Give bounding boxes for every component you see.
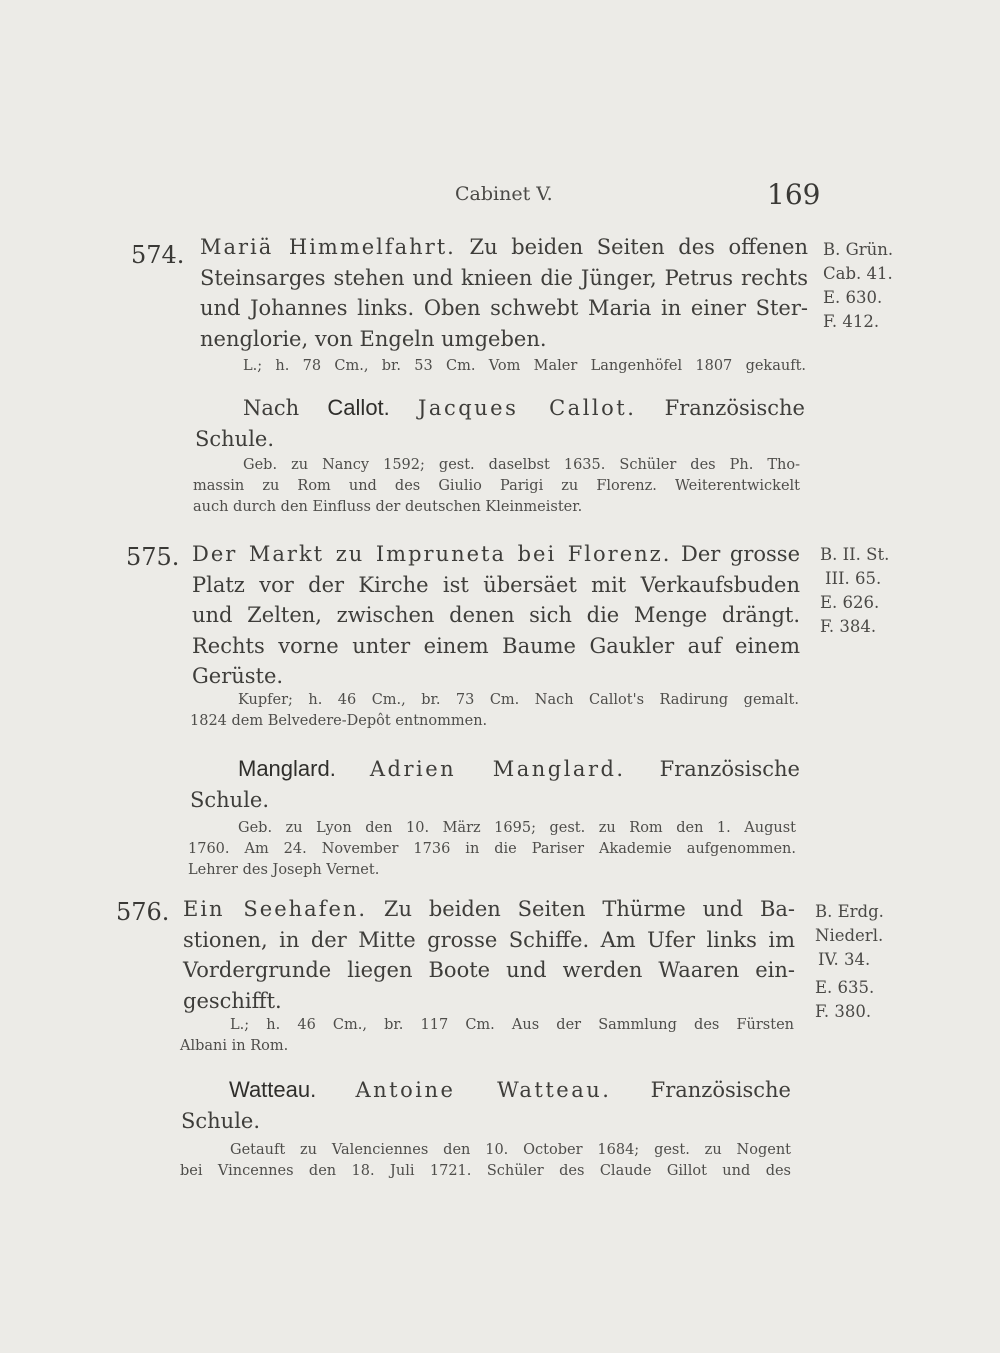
running-header: Cabinet V. (455, 183, 553, 205)
artist-school-end: Schule. (195, 426, 275, 451)
artist-heading-line (195, 393, 805, 424)
location-line: B. II. St. (820, 545, 890, 564)
artist-school-end: Schule. (190, 787, 270, 812)
artist-school: Französische (650, 1078, 791, 1102)
entry-title: Der Markt zu Impruneta bei Florenz. (192, 542, 672, 566)
bio-line: massin zu Rom und des Giulio Parigi zu Florenz. Weiterentwickelt (193, 478, 800, 494)
entry-text (192, 539, 800, 692)
note-line: 1824 dem Belvedere-Depôt entnommen. (190, 713, 488, 729)
artist-name: Manglard. (238, 756, 336, 781)
artist-prefix: Nach (243, 396, 300, 420)
entry-location (820, 543, 889, 639)
artist-school: Französische (659, 757, 800, 781)
entry-line: Vordergrunde liegen Boote und werden Waaren ein- (183, 958, 795, 982)
entry-line: geschifft. (183, 988, 282, 1013)
artist-heading (195, 393, 805, 454)
note-line: L.; h. 46 Cm., br. 117 Cm. Aus der Sammlung des Fürsten (230, 1017, 794, 1033)
location-line: E. 635. (815, 978, 875, 997)
artist-full-name: Antoine Watteau. (355, 1078, 612, 1102)
bio-line: bei Vincennes den 18. Juli 1721. Schüler des Claude Gillot und des (180, 1163, 791, 1179)
artist-name: Watteau. (229, 1077, 317, 1102)
entry-text (200, 232, 808, 354)
entry-line: Rechts vorne unter einem Baume Gaukler auf einem (192, 633, 800, 658)
location-line: IV. 34. (818, 950, 871, 969)
location-line: E. 626. (820, 593, 880, 612)
entry-note (180, 1015, 794, 1057)
entry-line: Zu beiden Seiten Thürme und Ba- (383, 897, 795, 921)
location-line: B. Erdg. (815, 902, 884, 921)
artist-school: Französische (664, 396, 805, 420)
location-line: E. 630. (823, 288, 883, 307)
bio-line: 1760. Am 24. November 1736 in die Pariser Akademie aufgenommen. (188, 841, 796, 857)
location-line: F. 380. (815, 1002, 872, 1021)
entry-number: 576. (116, 898, 170, 926)
entry-line: und Johannes links. Oben schwebt Maria in einer Ster- (200, 296, 808, 320)
entry-title: Mariä Himmelfahrt. (200, 235, 456, 259)
bio-line: Getauft zu Valenciennes den 10. October 1684; gest. zu Nogent (230, 1142, 791, 1158)
entry-first-line (183, 894, 795, 925)
entry-line: und Zelten, zwischen denen sich die Menge drängt. (192, 603, 800, 627)
entry-title: Ein Seehafen. (183, 897, 368, 921)
location-line: F. 384. (820, 617, 877, 636)
entry-first-line (192, 539, 800, 570)
location-line: B. Grün. (823, 240, 894, 259)
artist-bio (180, 1140, 791, 1182)
entry-location (823, 238, 893, 334)
artist-full-name: Adrien Manglard. (369, 757, 626, 781)
entry-line: Platz vor der Kirche ist übersäet mit Verkaufsbuden (192, 572, 800, 597)
bio-line: Geb. zu Lyon den 10. März 1695; gest. zu Rom den 1. August (238, 820, 796, 836)
entry-line: Gerüste. (192, 664, 284, 688)
note-line: Kupfer; h. 46 Cm., br. 73 Cm. Nach Callot's Radirung gemalt. (238, 692, 799, 708)
artist-heading-line (181, 1075, 791, 1106)
entry-text (183, 894, 795, 1016)
location-line: III. 65. (825, 569, 882, 588)
entry-line: nenglorie, von Engeln umgeben. (200, 326, 547, 351)
artist-full-name: Jacques Callot. (418, 396, 637, 420)
location-line: Niederl. (815, 926, 884, 945)
entry-number: 575. (126, 543, 180, 571)
entry-note (190, 690, 799, 732)
note-line: L.; h. 78 Cm., br. 53 Cm. Vom Maler Langenhöfel 1807 gekauft. (243, 358, 806, 374)
artist-heading (181, 1075, 791, 1136)
artist-school-end: Schule. (181, 1108, 261, 1133)
artist-bio (188, 818, 796, 881)
entry-first-line (200, 232, 808, 263)
artist-heading-line (190, 754, 800, 785)
artist-name: Callot. (327, 395, 390, 420)
artist-heading (190, 754, 800, 815)
bio-line: auch durch den Einfluss der deutschen Kleinmeister. (193, 499, 583, 515)
entry-location (815, 900, 884, 1024)
page-number: 169 (767, 178, 821, 211)
entry-line: Steinsarges stehen und knieen die Jünger, Petrus rechts (200, 265, 808, 290)
note-line: Albani in Rom. (180, 1038, 289, 1054)
artist-bio (193, 455, 800, 518)
entry-note (243, 356, 806, 377)
bio-line: Lehrer des Joseph Vernet. (188, 862, 380, 878)
entry-number: 574. (131, 241, 185, 269)
entry-line: Der grosse (681, 542, 800, 566)
entry-line: stionen, in der Mitte grosse Schiffe. Am Ufer links im (183, 927, 795, 952)
bio-line: Geb. zu Nancy 1592; gest. daselbst 1635. Schüler des Ph. Tho- (243, 457, 800, 473)
entry-line: Zu beiden Seiten des offenen (469, 235, 808, 259)
location-line: F. 412. (823, 312, 880, 331)
location-line: Cab. 41. (823, 264, 893, 283)
